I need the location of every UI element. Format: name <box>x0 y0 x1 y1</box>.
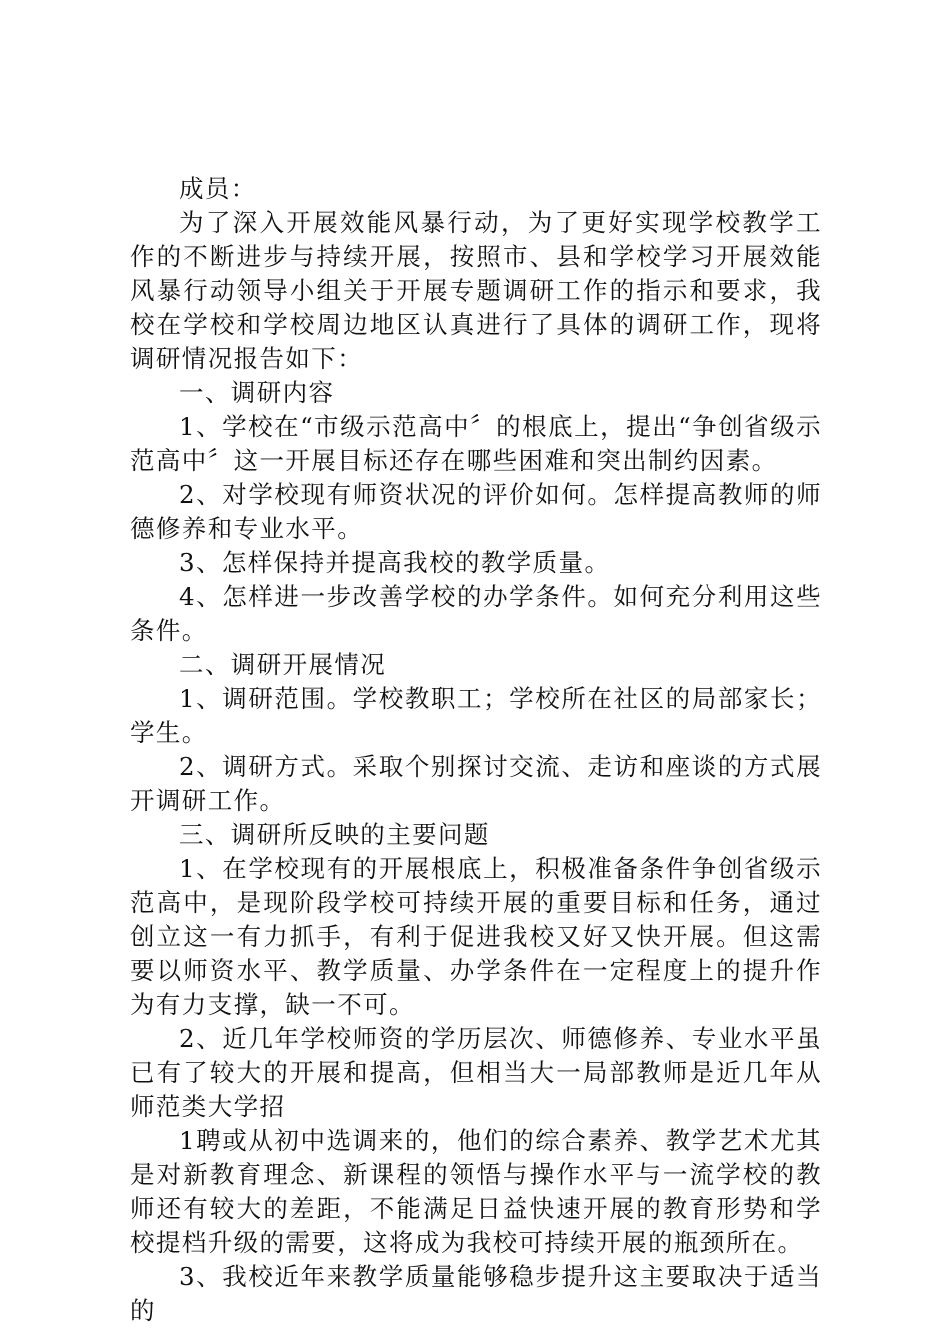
paragraph-progress-2: 2、调研方式。采取个别探讨交流、走访和座谈的方式展开调研工作。 <box>130 752 822 815</box>
paragraph-content-4: 4、怎样进一步改善学校的办学条件。如何充分利用这些条件。 <box>130 582 822 645</box>
paragraph-intro: 为了深入开展效能风暴行动，为了更好实现学校教学工作的不断进步与持续开展，按照市、县和学校学习开展效能风暴行动领导小组关于开展专题调研工作的指示和要求，我校在学校和学校周边地区认真进行了具体的调研工作，现将调研情况报告如下： <box>130 208 822 373</box>
heading-main-problems: 三、调研所反映的主要问题 <box>179 820 490 849</box>
paragraph-content-1: 1、学校在“市级示范高中〞的根底上，提出“争创省级示范高中〞这一开展目标还存在哪些困难和突出制约因素。 <box>130 412 822 475</box>
paragraph-members: 成员： <box>179 174 257 203</box>
paragraph-problem-2: 2、近几年学校师资的学历层次、师德修养、专业水平虽已有了较大的开展和提高，但相当大一局部教师是近几年从师范类大学招 <box>130 1024 822 1121</box>
heading-research-progress: 二、调研开展情况 <box>179 650 387 679</box>
paragraph-progress-1: 1、调研范围。学校教职工；学校所在社区的局部家长；学生。 <box>130 684 822 747</box>
heading-research-content: 一、调研内容 <box>179 378 335 407</box>
paragraph-content-2: 2、对学校现有师资状况的评价如何。怎样提高教师的师德修养和专业水平。 <box>130 480 822 543</box>
paragraph-content-3: 3、怎样保持并提高我校的教学质量。 <box>179 548 611 577</box>
paragraph-problem-2-continued: 1聘或从初中选调来的，他们的综合素养、教学艺术尤其是对新教育理念、新课程的领悟与操作水平与一流学校的教师还有较大的差距，不能满足日益快速开展的教育形势和学校提档升级的需要，这将成为我校可持续开展的瓶颈所在。 <box>130 1126 822 1257</box>
paragraph-problem-3: 3、我校近年来教学质量能够稳步提升这主要取决于适当的 <box>130 1262 822 1325</box>
paragraph-problem-1: 1、在学校现有的开展根底上，积极准备条件争创省级示范高中，是现阶段学校可持续开展的重要目标和任务，通过创立这一有力抓手，有利于促进我校又好又快开展。但这需要以师资水平、教学质量、办学条件在一定程度上的提升作为有力支撑，缺一不可。 <box>130 854 822 1019</box>
document-body <box>130 172 822 1328</box>
